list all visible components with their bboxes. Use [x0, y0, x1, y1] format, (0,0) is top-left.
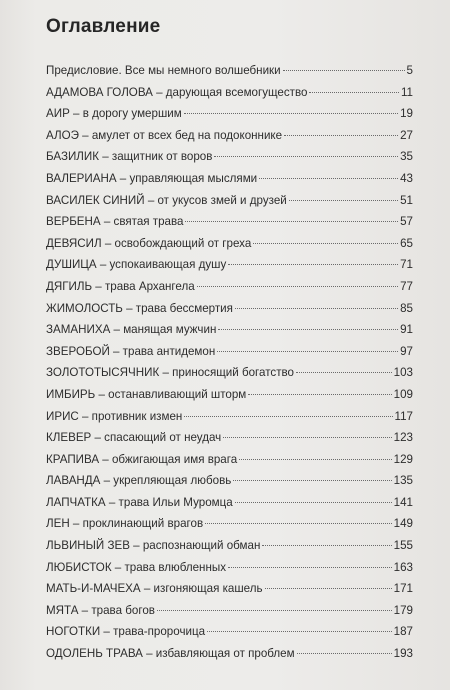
- toc-entry-page-number: 103: [393, 366, 413, 380]
- toc-entry-label: ВАСИЛЕК СИНИЙ – от укусов змей и друзей: [46, 193, 287, 207]
- toc-entry-page-number: 27: [400, 128, 413, 142]
- toc-entry[interactable]: [46, 146, 413, 168]
- toc-entry[interactable]: [46, 103, 413, 125]
- table-of-contents: [46, 60, 413, 665]
- toc-entry-page-number: 77: [400, 279, 413, 293]
- toc-entry[interactable]: [46, 168, 413, 190]
- dot-leader: [289, 200, 398, 201]
- page-title: Оглавление: [46, 16, 161, 37]
- toc-entry-page-number: 71: [400, 258, 413, 272]
- toc-entry[interactable]: [46, 211, 413, 233]
- toc-entry-page-number: 51: [400, 193, 413, 207]
- toc-entry-label: ОДОЛЕНЬ ТРАВА – избавляющая от проблем: [46, 647, 295, 661]
- toc-entry-label: ВАЛЕРИАНА – управляющая мыслями: [46, 171, 258, 185]
- toc-entry-page-number: 117: [394, 409, 413, 423]
- toc-entry-page-number: 11: [400, 85, 413, 99]
- dot-leader: [228, 567, 392, 568]
- toc-entry-label: КРАПИВА – обжигающая имя врага: [46, 452, 238, 466]
- toc-entry-label: ЖИМОЛОСТЬ – трава бессмертия: [46, 301, 233, 315]
- dot-leader: [214, 156, 398, 157]
- toc-entry[interactable]: [46, 557, 413, 579]
- dot-leader: [157, 610, 392, 611]
- toc-entry-label: МАТЬ-И-МАЧЕХА – изгоняющая кашель: [46, 582, 263, 596]
- dot-leader: [283, 70, 405, 71]
- dot-leader: [185, 221, 398, 222]
- toc-entry[interactable]: [46, 319, 413, 341]
- dot-leader: [265, 588, 392, 589]
- dot-leader: [197, 286, 398, 287]
- dot-leader: [235, 502, 392, 503]
- toc-entry-label: АДАМОВА ГОЛОВА – дарующая всемогущество: [46, 85, 308, 99]
- toc-entry-page-number: 35: [400, 150, 413, 164]
- toc-entry-label: ДУШИЦА – успокаивающая душу: [46, 258, 227, 272]
- toc-entry[interactable]: [46, 298, 413, 320]
- toc-entry-label: ВЕРБЕНА – святая трава: [46, 215, 184, 229]
- toc-entry-label: МЯТА – трава богов: [46, 603, 155, 617]
- toc-entry[interactable]: [46, 60, 413, 82]
- dot-leader: [284, 135, 398, 136]
- dot-leader: [228, 264, 398, 265]
- toc-entry-label: ЛЮБИСТОК – трава влюбленных: [46, 560, 226, 574]
- dot-leader: [218, 329, 398, 330]
- toc-entry-page-number: 57: [400, 215, 413, 229]
- toc-entry-label: ЛЕН – проклинающий врагов: [46, 517, 204, 531]
- toc-entry-label: ИМБИРЬ – останавливающий шторм: [46, 387, 247, 401]
- toc-entry-page-number: 163: [393, 560, 413, 574]
- toc-entry-label: АИР – в дорогу умершим: [46, 107, 182, 121]
- toc-entry-page-number: 141: [393, 495, 413, 509]
- toc-entry[interactable]: [46, 600, 413, 622]
- toc-entry-label: ДЕВЯСИЛ – освобождающий от греха: [46, 236, 252, 250]
- toc-entry-page-number: 123: [393, 431, 413, 445]
- toc-entry-label: ЛЬВИНЫЙ ЗЕВ – распознающий обман: [46, 539, 261, 553]
- toc-entry[interactable]: [46, 643, 413, 665]
- toc-entry-label: БАЗИЛИК – защитник от воров: [46, 150, 213, 164]
- toc-entry-label: ИРИС – противник измен: [46, 409, 183, 423]
- toc-entry[interactable]: [46, 449, 413, 471]
- toc-entry[interactable]: [46, 492, 413, 514]
- dot-leader: [253, 243, 398, 244]
- toc-entry-page-number: 5: [406, 64, 413, 77]
- toc-entry[interactable]: [46, 362, 413, 384]
- dot-leader: [248, 394, 391, 395]
- toc-entry-label: ЛАВАНДА – укрепляющая любовь: [46, 474, 232, 488]
- toc-entry-page-number: 187: [393, 625, 413, 639]
- toc-entry[interactable]: [46, 233, 413, 255]
- toc-entry[interactable]: [46, 621, 413, 643]
- dot-leader: [184, 113, 398, 114]
- dot-leader: [205, 523, 392, 524]
- toc-entry-label: АЛОЭ – амулет от всех бед на подоконнике: [46, 128, 283, 142]
- toc-entry-page-number: 179: [393, 603, 413, 617]
- dot-leader: [235, 308, 398, 309]
- dot-leader: [184, 416, 392, 417]
- toc-entry-label: ЗОЛОТОТЫСЯЧНИК – приносящий богатство: [46, 366, 294, 380]
- toc-entry-page-number: 19: [400, 107, 413, 121]
- toc-entry-page-number: 171: [393, 582, 413, 596]
- toc-entry-page-number: 109: [393, 387, 413, 401]
- toc-entry-page-number: 91: [400, 323, 413, 337]
- toc-entry-page-number: 193: [393, 647, 413, 661]
- toc-entry[interactable]: [46, 470, 413, 492]
- toc-entry[interactable]: [46, 82, 413, 104]
- toc-entry-page-number: 65: [400, 236, 413, 250]
- dot-leader: [239, 459, 391, 460]
- toc-entry[interactable]: [46, 427, 413, 449]
- dot-leader: [297, 653, 392, 654]
- dot-leader: [217, 351, 398, 352]
- toc-entry[interactable]: [46, 125, 413, 147]
- toc-entry-label: ЗВЕРОБОЙ – трава антидемон: [46, 344, 216, 358]
- toc-entry-page-number: 149: [393, 517, 413, 531]
- toc-entry[interactable]: [46, 254, 413, 276]
- toc-entry-page-number: 97: [400, 344, 413, 358]
- toc-entry-page-number: 43: [400, 171, 413, 185]
- dot-leader: [259, 178, 398, 179]
- toc-entry[interactable]: [46, 384, 413, 406]
- toc-entry-label: НОГОТКИ – трава-пророчица: [46, 625, 206, 639]
- toc-entry[interactable]: [46, 341, 413, 363]
- dot-leader: [309, 92, 398, 93]
- toc-entry[interactable]: [46, 513, 413, 535]
- toc-entry-page-number: 135: [393, 474, 413, 488]
- toc-entry[interactable]: [46, 406, 413, 428]
- toc-entry-page-number: 85: [400, 301, 413, 315]
- toc-entry[interactable]: [46, 535, 413, 557]
- dot-leader: [233, 480, 391, 481]
- toc-entry-label: ЛАПЧАТКА – трава Ильи Муромца: [46, 495, 233, 509]
- toc-entry-label: КЛЕВЕР – спасающий от неудач: [46, 431, 222, 445]
- toc-entry-page-number: 129: [393, 452, 413, 466]
- dot-leader: [223, 437, 391, 438]
- toc-entry[interactable]: [46, 578, 413, 600]
- toc-entry-label: ЗАМАНИХА – манящая мужчин: [46, 323, 217, 337]
- toc-entry[interactable]: [46, 190, 413, 212]
- dot-leader: [262, 545, 391, 546]
- toc-entry-page-number: 155: [393, 539, 413, 553]
- toc-entry[interactable]: [46, 276, 413, 298]
- toc-entry-label: Предисловие. Все мы немного волшебники: [46, 64, 281, 77]
- dot-leader: [296, 372, 392, 373]
- toc-entry-label: ДЯГИЛЬ – трава Архангела: [46, 279, 195, 293]
- dot-leader: [207, 631, 392, 632]
